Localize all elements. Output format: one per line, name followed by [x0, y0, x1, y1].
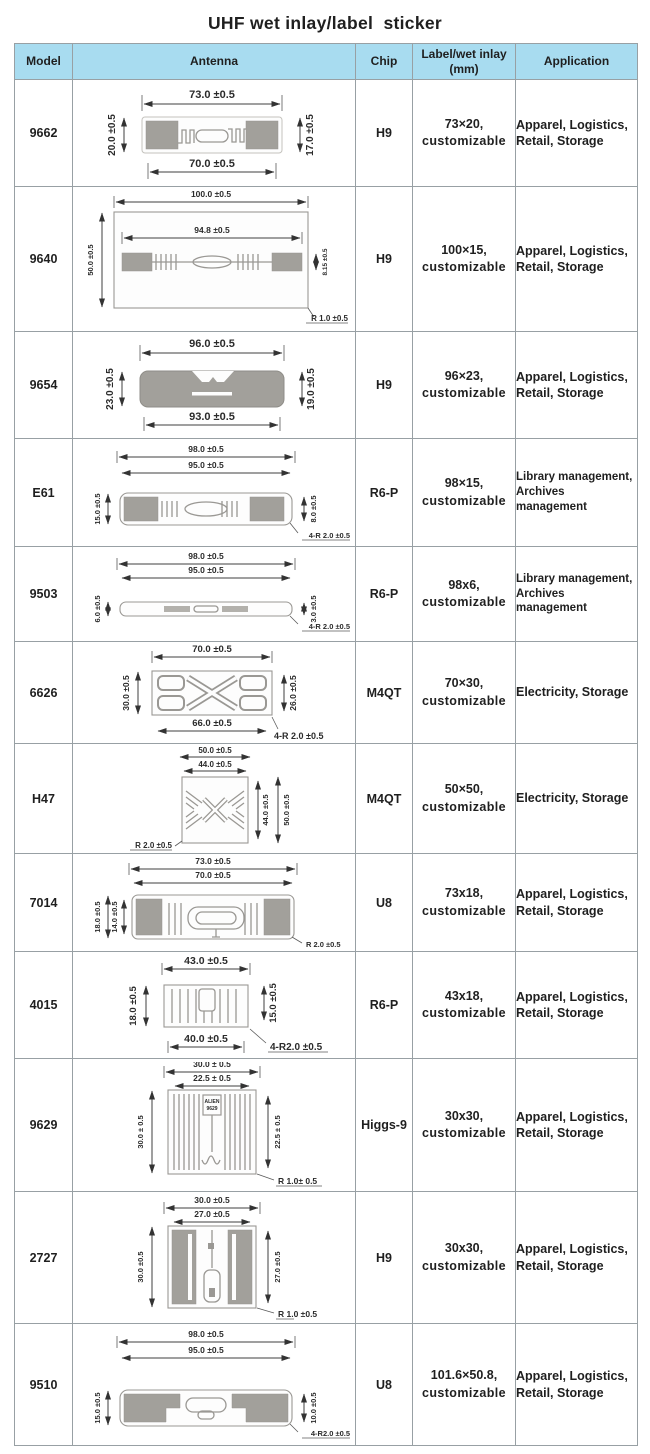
label-size-cell — [413, 854, 516, 952]
dimension-label: 20.0 ±0.5 — [107, 114, 118, 156]
tag-shape — [182, 777, 248, 843]
label-size-cell — [413, 1192, 516, 1324]
application-line: Apparel, Logistics, — [516, 1109, 628, 1124]
antenna-cell — [73, 547, 356, 642]
antenna-diagram-9662 — [76, 83, 352, 183]
application-cell — [516, 1324, 638, 1446]
application-line: Apparel, Logistics, — [516, 117, 628, 132]
dimension-label: 44.0 ±0.5 — [198, 759, 232, 769]
col-header-application: Application — [516, 44, 638, 80]
antenna-cell — [73, 1192, 356, 1324]
antenna-diagram-9510 — [76, 1328, 352, 1442]
dimension-label: 98.0 ±0.5 — [188, 1328, 224, 1339]
application-cell — [516, 1192, 638, 1324]
dimension-label: 73.0 ±0.5 — [189, 89, 235, 101]
label-custom: customizable — [422, 799, 506, 814]
dimension-label: 95.0 ±0.5 — [188, 565, 224, 575]
label-custom: customizable — [422, 1385, 506, 1400]
dimension-label: 93.0 ±0.5 — [189, 411, 235, 423]
dimension-label: 27.0 ±0.5 — [273, 1250, 282, 1283]
application-line: Apparel, Logistics, — [516, 989, 628, 1004]
tag-shape — [164, 985, 248, 1027]
dimension-label: 22.5 ± 0.5 — [273, 1115, 282, 1149]
antenna-cell — [73, 439, 356, 547]
antenna-cell — [73, 187, 356, 332]
label-custom: customizable — [422, 1258, 506, 1273]
label-size-cell — [413, 1324, 516, 1446]
application-cell — [516, 187, 638, 332]
label-size: 50×50, — [444, 782, 484, 796]
tag-inner-text: ALIEN — [204, 1099, 220, 1105]
tag-shape — [120, 1390, 292, 1426]
dimension-label: 50.0 ±0.5 — [86, 244, 95, 276]
dimension-label: 96.0 ±0.5 — [189, 338, 235, 350]
dimension-label: 22.5 ± 0.5 — [193, 1073, 231, 1083]
model-cell: 2727 — [15, 1192, 73, 1324]
dimension-label: 50.0 ±0.5 — [198, 746, 232, 755]
tag-shape — [132, 895, 294, 939]
antenna-cell — [73, 1324, 356, 1446]
application-cell — [516, 854, 638, 952]
dimension-label: 3.0 ±0.5 — [309, 595, 318, 623]
model-cell: E61 — [15, 439, 73, 547]
col-header-label-line2: (mm) — [449, 61, 479, 76]
label-size: 73x18, — [444, 886, 484, 900]
antenna-diagram-6626 — [76, 645, 352, 741]
antenna-cell — [73, 1059, 356, 1192]
label-size: 98×15, — [444, 476, 484, 490]
application-line: Retail, Storage — [516, 1385, 604, 1400]
antenna-diagram-h47 — [76, 747, 352, 851]
antenna-diagram-2727 — [76, 1196, 352, 1320]
col-header-antenna: Antenna — [73, 44, 356, 80]
dimension-label: 18.0 ±0.5 — [93, 900, 102, 933]
model-cell: 9510 — [15, 1324, 73, 1446]
application-line: Apparel, Logistics, — [516, 1369, 628, 1384]
antenna-cell — [73, 642, 356, 744]
col-header-label — [413, 44, 516, 80]
label-size: 30x30, — [444, 1108, 484, 1123]
spec-table — [14, 43, 638, 1446]
tag-shape — [120, 602, 292, 616]
application-line: Library management, — [516, 471, 633, 484]
dimension-note: R 2.0 ±0.5 — [306, 939, 341, 949]
label-size: 98x6, — [448, 577, 480, 592]
dimension-note: R 1.0 ±0.5 — [278, 1308, 318, 1319]
dimension-label: 15.0 ±0.5 — [93, 1391, 102, 1424]
antenna-diagram-9654 — [76, 335, 352, 435]
chip-cell: H9 — [356, 80, 413, 187]
label-custom: customizable — [422, 595, 506, 609]
dimension-label: 98.0 ±0.5 — [188, 443, 224, 454]
model-cell: 9640 — [15, 187, 73, 332]
label-custom: customizable — [422, 260, 506, 274]
label-custom: customizable — [422, 1126, 506, 1140]
model-cell: 4015 — [15, 952, 73, 1059]
tag-shape — [168, 1226, 256, 1308]
label-custom: customizable — [422, 386, 506, 400]
label-size: 73×20, — [444, 116, 484, 131]
row-9510 — [15, 1324, 638, 1446]
dimension-label: 6.0 ±0.5 — [93, 595, 102, 623]
application-line: Apparel, Logistics, — [516, 887, 628, 902]
row-9503 — [15, 547, 638, 642]
application-cell — [516, 642, 638, 744]
dimension-label: 14.0 ±0.5 — [110, 900, 119, 933]
application-cell — [516, 744, 638, 854]
label-size-cell — [413, 80, 516, 187]
application-line: Retail, Storage — [516, 386, 604, 400]
application-line: Retail, Storage — [516, 1006, 604, 1020]
dimension-label: 94.8 ±0.5 — [194, 225, 230, 235]
dimension-label: 26.0 ±0.5 — [288, 674, 298, 711]
dimension-note: 4-R 2.0 ±0.5 — [308, 622, 350, 631]
application-line: Apparel, Logistics, — [516, 243, 628, 258]
label-size-cell — [413, 642, 516, 744]
label-size-cell — [413, 187, 516, 332]
chip-cell: H9 — [356, 332, 413, 439]
antenna-diagram-9629 — [76, 1062, 352, 1188]
row-2727 — [15, 1192, 638, 1324]
tag-inner-text: 9629 — [206, 1106, 218, 1112]
label-size-cell — [413, 547, 516, 642]
row-9662 — [15, 80, 638, 187]
dimension-note: R 2.0 ±0.5 — [135, 840, 172, 850]
label-size: 96×23, — [444, 368, 484, 383]
dimension-label: 10.0 ±0.5 — [309, 1391, 318, 1424]
application-line: Retail, Storage — [516, 1258, 604, 1273]
antenna-cell — [73, 332, 356, 439]
dimension-label: 40.0 ±0.5 — [184, 1033, 228, 1045]
chip-cell: Higgs-9 — [356, 1059, 413, 1192]
dimension-label: 27.0 ±0.5 — [194, 1208, 230, 1219]
antenna-cell — [73, 744, 356, 854]
dimension-label: 30.0 ±0.5 — [194, 1195, 230, 1205]
tag-shape — [140, 371, 284, 407]
row-e61 — [15, 439, 638, 547]
antenna-diagram-9503 — [76, 550, 352, 638]
col-header-label-line1: Label/wet inlay — [421, 46, 507, 61]
dimension-note: 4-R2.0 ±0.5 — [310, 1428, 350, 1438]
dimension-label: 30.0 ± 0.5 — [193, 1062, 231, 1069]
tag-shape — [120, 493, 292, 525]
row-7014 — [15, 854, 638, 952]
label-size-cell — [413, 744, 516, 854]
application-cell — [516, 80, 638, 187]
label-custom: customizable — [422, 693, 506, 708]
application-cell — [516, 332, 638, 439]
page-title: UHF wet inlay/label sticker — [207, 13, 443, 33]
dimension-label: 66.0 ±0.5 — [192, 717, 232, 729]
model-cell: 7014 — [15, 854, 73, 952]
dimension-label: 70.0 ±0.5 — [189, 158, 235, 170]
dimension-label: 100.0 ±0.5 — [190, 190, 232, 199]
label-custom: customizable — [422, 134, 506, 148]
application-line: Retail, Storage — [516, 903, 604, 918]
chip-cell: R6-P — [356, 439, 413, 547]
application-line: Apparel, Logistics, — [516, 1242, 628, 1257]
dimension-label: 50.0 ±0.5 — [282, 793, 291, 826]
label-size-cell — [413, 952, 516, 1059]
label-size-cell — [413, 1059, 516, 1192]
application-line: Archives management — [516, 587, 587, 615]
antenna-cell — [73, 80, 356, 187]
dimension-label: 17.0 ±0.5 — [305, 114, 316, 156]
row-9654 — [15, 332, 638, 439]
dimension-label: 15.0 ±0.5 — [268, 983, 279, 1023]
dimension-label: 30.0 ±0.5 — [121, 674, 131, 711]
model-cell: H47 — [15, 744, 73, 854]
application-cell — [516, 547, 638, 642]
application-cell — [516, 1059, 638, 1192]
dimensions — [93, 444, 350, 540]
label-size: 43x18, — [444, 988, 484, 1003]
tag-shape — [142, 117, 282, 153]
dimension-note: R 1.0 ±0.5 — [311, 314, 348, 323]
chip-cell: R6-P — [356, 547, 413, 642]
application-line: Electricity, Storage — [516, 685, 629, 700]
dimension-label: 30.0 ± 0.5 — [136, 1115, 145, 1149]
dimension-note: R 1.0± 0.5 — [278, 1176, 318, 1186]
antenna-diagram-7014 — [76, 857, 352, 949]
antenna-diagram-9640 — [76, 190, 352, 328]
dimension-label: 98.0 ±0.5 — [188, 551, 224, 561]
antenna-cell — [73, 952, 356, 1059]
tag-shape — [152, 671, 272, 715]
row-6626 — [15, 642, 638, 744]
application-line: Library management, — [516, 572, 633, 585]
label-size-cell — [413, 439, 516, 547]
model-cell: 6626 — [15, 642, 73, 744]
label-size-cell — [413, 332, 516, 439]
dimension-label: 8.0 ±0.5 — [309, 494, 318, 523]
model-cell: 9654 — [15, 332, 73, 439]
application-line: Retail, Storage — [516, 1126, 604, 1140]
dimension-note: 4-R 2.0 ±0.5 — [274, 730, 324, 741]
model-cell: 9662 — [15, 80, 73, 187]
chip-cell: R6-P — [356, 952, 413, 1059]
col-header-model: Model — [15, 44, 73, 80]
chip-cell: U8 — [356, 1324, 413, 1446]
dimension-label: 18.0 ±0.5 — [128, 986, 139, 1026]
application-line: Retail, Storage — [516, 260, 604, 274]
application-cell — [516, 439, 638, 547]
chip-cell: M4QT — [356, 642, 413, 744]
dimension-label: 95.0 ±0.5 — [188, 459, 224, 470]
antenna-cell — [73, 854, 356, 952]
chip-cell: H9 — [356, 187, 413, 332]
row-4015 — [15, 952, 638, 1059]
dimension-label: 44.0 ±0.5 — [261, 793, 270, 826]
dimension-label: 73.0 ±0.5 — [195, 856, 231, 866]
chip-cell: M4QT — [356, 744, 413, 854]
label-custom: customizable — [422, 1006, 506, 1020]
label-size: 100×15, — [441, 242, 487, 257]
label-custom: customizable — [422, 493, 506, 508]
model-cell: 9629 — [15, 1059, 73, 1192]
dimension-label: 70.0 ±0.5 — [195, 869, 231, 880]
dimension-label: 30.0 ±0.5 — [136, 1250, 145, 1283]
tag-shape — [168, 1090, 256, 1174]
col-header-chip: Chip — [356, 44, 413, 80]
dimension-label: 43.0 ±0.5 — [184, 955, 228, 967]
chip-cell: H9 — [356, 1192, 413, 1324]
dimension-label: 23.0 ±0.5 — [105, 368, 116, 410]
dimension-label: 8.15 ±0.5 — [322, 248, 329, 276]
application-line: Archives management — [516, 486, 587, 513]
model-cell: 9503 — [15, 547, 73, 642]
dimension-note: 4-R 2.0 ±0.5 — [308, 530, 350, 540]
dimension-label: 19.0 ±0.5 — [306, 368, 317, 410]
chip-cell: U8 — [356, 854, 413, 952]
application-cell — [516, 952, 638, 1059]
row-h47 — [15, 744, 638, 854]
label-custom: customizable — [422, 903, 506, 918]
row-9640 — [15, 187, 638, 332]
row-9629 — [15, 1059, 638, 1192]
antenna-diagram-4015 — [76, 955, 352, 1055]
dimension-label: 95.0 ±0.5 — [188, 1344, 224, 1355]
application-line: Apparel, Logistics, — [516, 369, 628, 384]
application-line: Electricity, Storage — [516, 791, 629, 806]
header-row — [15, 44, 638, 80]
application-line: Retail, Storage — [516, 134, 604, 148]
dimension-note: 4-R2.0 ±0.5 — [270, 1042, 323, 1053]
antenna-diagram-e61 — [76, 443, 352, 543]
dimension-label: 70.0 ±0.5 — [192, 644, 232, 655]
dimensions — [93, 551, 350, 631]
label-size: 30x30, — [444, 1241, 484, 1255]
label-size: 70×30, — [444, 676, 484, 690]
dimension-label: 15.0 ±0.5 — [93, 492, 102, 525]
label-size: 101.6×50.8, — [430, 1368, 498, 1382]
